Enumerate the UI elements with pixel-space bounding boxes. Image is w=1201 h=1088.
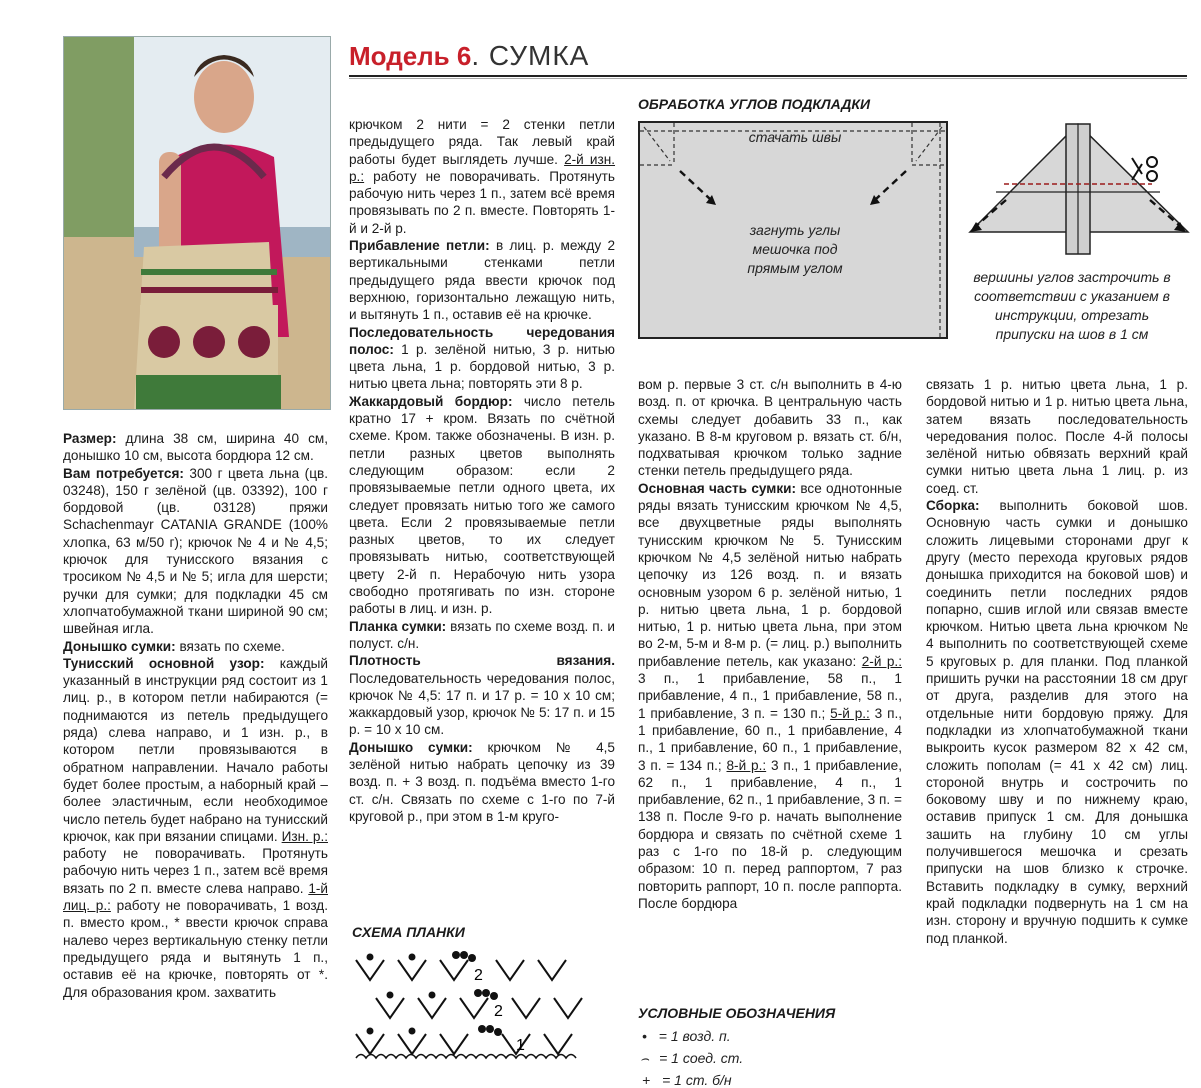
paragraph-cont: крючком 2 нити = 2 стенки петли предыдущего ряда. Так левый край работы будет выглядеть лучше. 2-й изн. р.: работу не поворачивать. Протянуть рабочую нить через 1 п., затем всё время провязывать по 2 п. вместе. Повторять 1-й и 2-й р. [349,117,616,236]
column-1 [63,430,328,1001]
scheme-num-3: 1 [516,1037,525,1054]
legend-slip: ⌢ = 1 соед. ст. [640,1050,744,1066]
chain-stitch-icon: • [642,1028,647,1044]
lining-diagram-rect [638,121,948,339]
corner-stitch-diagram [966,120,1190,260]
paragraph-bottom-cont: вом р. первые 3 ст. с/н выполнить в 4-ю возд. п. от крючка. В центральную часть схемы следует добавить 33 п., как указано. В 8-м круговом р. вязать ст. б/н, подхватывая крючком только задние стенки петель предыдущего ряда. [638,377,902,479]
label-sew-seams: стачать швы [748,129,842,145]
paragraph-bottom-knit: Донышко сумки: крючком № 4,5 зелёной нитью набрать цепочку из 39 возд. п. + 3 возд. п. подъёма вместо 1-го ст. с/н. Связать по схеме с 1-го по 7-й круговой р., при этом в 1-м круго- [349,739,615,824]
paragraph-density: Плотность вязания. Последовательность чередования полос, крючок № 4,5: 17 п. и 17 р. = 10 х 10 см; жаккардовый узор, крючок № 5: 17 п. и 15 р. = 10 х 10 см. [349,653,615,738]
paragraph-size: Размер: длина 38 см, ширина 40 см, донышко 10 см, высота бордюра 12 см. [63,431,328,464]
legend-title: УСЛОВНЫЕ ОБОЗНАЧЕНИЯ [638,1005,836,1021]
scheme-num-2: 2 [494,1003,503,1020]
paragraph-plank: Планка сумки: вязать по схеме возд. п. и полуст. с/н. [349,618,615,651]
legend-chain: • = 1 возд. п. [642,1028,731,1044]
paragraph-main-part: Основная часть сумки: все однотонные ряды вязать тунисским крючком № 4,5, все двухцветные ряды выполнять тунисским крючком № 5. Тунисским крючком № 4,5 зелёной нитью набрать цепочку из 126 возд. п. и вязать основным узором 6 р. зелёной нитью, 1 р. нитью цвета льна, 1 р. бордовой нитью, 1 р. нитью цвета льна, при этом во 2-м, 5-м и 8-м р. (= лиц. р.) выполнить прибавление петель, как указано: 2-й р.: 3 п., 1 прибавление, 58 п., 1 прибавление, 4 п., 1 прибавление, 58 п., 1 прибавление, 3 п. = 130 п.; 5-й р.: 3 п., 1 прибавление, 60 п., 1 прибавление, 4 п., 1 прибавление, 60 п., 1 прибавление, 3 п. = 134 п.; 8-й р.: 3 п., 1 прибавление, 62 п., 1 прибавление, 4 п., 1 прибавление, 62 п., 1 прибавление, 3 п. = 138 п. После 9-го р. начать выполнение бордюра и связать по счётной схеме 1 раз с 1-го по 18-й р. следующим образом: 10 п. перед раппортом, 7 раз повторить раппорт, 10 п. после раппорта. После бордюра [638,480,902,911]
paragraph-border-cont: связать 1 р. нитью цвета льна, 1 р. бордовой нитью и 1 р. нитью цвета льна, затем вязать последовательность чередования полос. После 4-й полосы зелёной нитью обвязать верхний край сумки нитью цвета льна 1 лиц. р. из соед. ст. [926,377,1188,496]
paragraph-bottom: Донышко сумки: вязать по схеме. [63,638,285,654]
paragraph-jacquard: Жаккардовый бордюр: число петель кратно 17 + кром. Вязать по счётной схеме. Кром. также обозначены. В изн. р. петли разных цветов выполнять следующим образом: если 2 провязываемые петли одного цвета, их следует провязать нитью того же самого цвета. Если 2 провязываемые петли разных цветов, то их следует провязывать нитью, соответствующей цвету 2-й п. Нерабочую нить узора свободно протягивать по изн. стороне работы в лиц. и изн. р. [349,393,615,617]
header-rule-thin [349,78,1187,79]
diagram-title: ОБРАБОТКА УГЛОВ ПОДКЛАДКИ [638,96,871,112]
label-fold-corners: загнуть углы мешочка под прямым углом [747,222,843,276]
header-rule [349,75,1187,77]
column-2 [349,116,615,825]
paragraph-materials: Вам потребуется: 300 г цвета льна (цв. 03248), 150 г зелёной (цв. 03392), 100 г бордовой (цв. 03128) пряжи Schachenmayr CATANIA GRANDE (100% хлопка, 63 м/50 г); крючок № 4 и № 4,5; крючок для тунисского вязания с тросиком № 4,5 и № 5; игла для шерсти; ручки для сумки; для подкладки 45 см хлопчатобумажной ткани шириной 90 см; швейная игла. [63,465,328,637]
woman-with-bag-image [64,37,330,409]
scissors-icon [1132,157,1157,181]
scheme-title: СХЕМА ПЛАНКИ [352,924,465,940]
title-text: . СУМКА [471,40,590,71]
plank-scheme-diagram [352,950,592,1062]
slip-stitch-icon: ⌢ [640,1050,650,1066]
legend-sc: + = 1 ст. б/н [642,1072,732,1088]
single-crochet-icon: + [642,1072,651,1088]
column-4 [926,376,1188,947]
column-3 [638,376,902,912]
scheme-num-1: 2 [474,967,483,984]
paragraph-increase: Прибавление петли: в лиц. р. между 2 вертикальными стенками петли предыдущего ряда ввести крючок под верхнюю, горизонтально лежащую нить, и вытянуть 1 п., оставив её на крючке. [349,238,615,323]
product-photo [63,36,331,410]
model-label: Модель 6 [349,41,472,71]
page-title [349,38,589,74]
paragraph-assembly: Сборка: выполнить боковой шов. Основную часть сумки и донышко сложить лицевыми сторонами друг к другу (место перехода круговых рядов донышка приходится на боковой шов) и соединить петли последних рядов попарно, сшив иглой или связав вместе крючком. Нитью цвета льна крючком № 4 выполнить по соответствующей схеме 5 круговых р. для планки. Под планкой пришить ручки на расстоянии 18 см друг от друга, разделив для этого на отдельные нити бордовую пряжу. Для подкладки из хлопчатобумажной ткани выкроить кусок размером 82 х 42 см, сложить пополам (= 41 х 42 см) лиц. стороной внутрь и сострочить по боковому шву и по нижнему краю, оставив припуск 1 см. Для донышка зашить на глубину 10 см углы получившегося мешочка и срезать припуски на шов близко к строчке. Вставить подкладку в сумку, верхний край подкладки подвернуть на 1 см на изн. сторону и вручную подшить к сумке под планкой. [926,498,1188,946]
paragraph-tunisian: Тунисский основной узор: каждый указанный в инструкции ряд состоит из 1 лиц. р., в котором петли набираются (= поднимаются из петель предыдущего ряда) слева направо, и 1 изн. р., в котором петли провязываются в обратном направлении. Начало работы будет более простым, а наборный край – более эластичным, если необходимое число петель будет набрано на тунисский крючок, как при вязании спицами. Изн. р.: работу не поворачивать. Протянуть рабочую нить через 1 п., затем всё время вязать по 2 п. вместе слева направо. 1-й лиц. р.: работу не поворачивать, 1 возд. п. вместо кром., * ввести крючок справа налево через вертикальную стенку петли предыдущего ряда и вытянуть 1 п., оставив её на крючке, повторять от *. Для образования кром. захватить [63,655,329,1000]
paragraph-stripes: Последовательность чередования полос: 1 р. зелёной нитью, 3 р. нитью цвета льна, 1 р. бордовой нитью, 3 р. нитью цвета льна; повторять эти 8 р. [349,324,615,392]
label-stitch-corners: вершины углов застрочить в соответствии с указанием в инструкции, отрезать припуски на шов в 1 см [973,269,1171,342]
